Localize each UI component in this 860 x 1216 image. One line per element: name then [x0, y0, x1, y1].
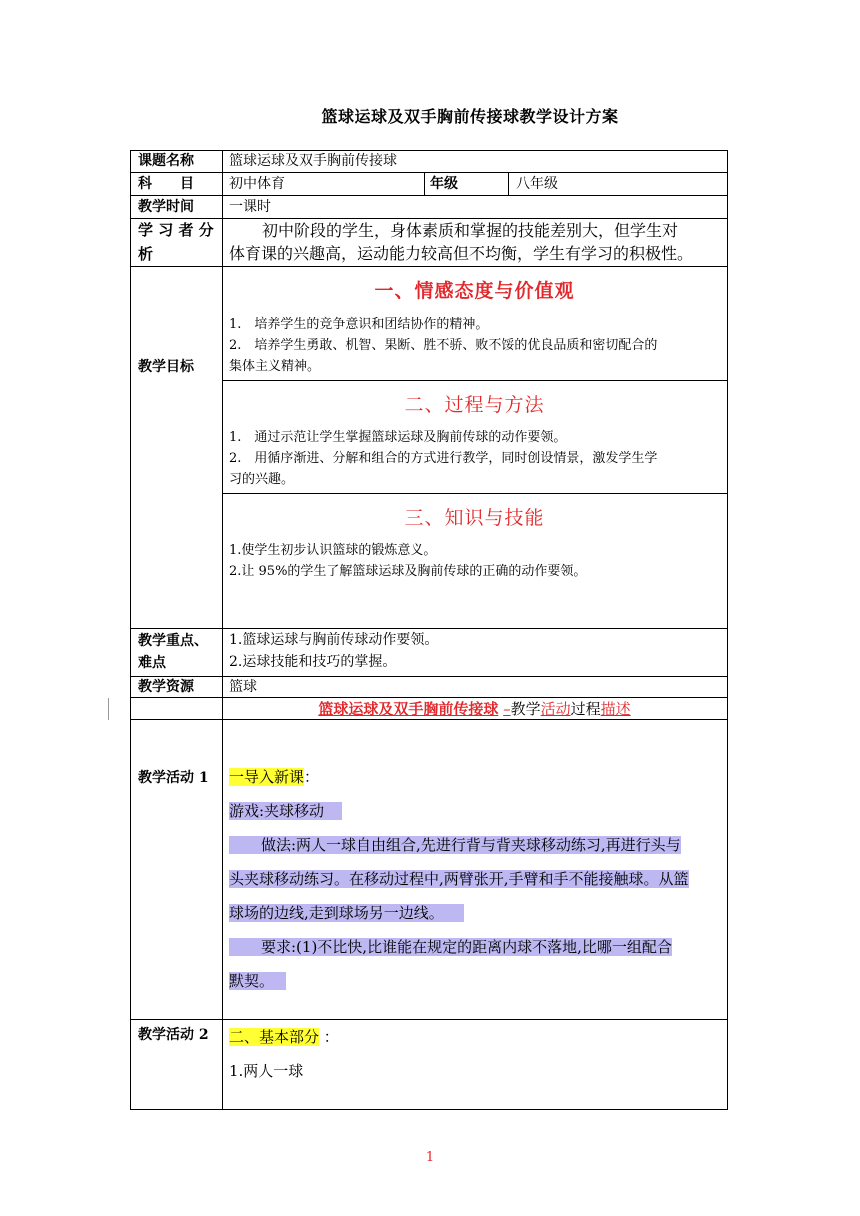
activity2-heading-suffix: ： [323, 1028, 339, 1046]
topic-value: 篮球运球及双手胸前传接球 [229, 153, 397, 169]
resources-label: 教学资源 [138, 679, 194, 695]
learner-label-line2: 析 [138, 245, 154, 263]
learner-text-line2: 体育课的兴趣高，运动能力较高但不均衡，学生有学习的积极性。 [229, 244, 694, 263]
objective-item: 2.让 95%的学生了解篮球运球及胸前传球的正确的动作要领。 [229, 564, 587, 579]
key-point-item: 2.运球技能和技巧的掌握。 [229, 654, 397, 670]
grade-label: 年级 [430, 176, 458, 192]
learner-label-line1: 学 习 者 分 [138, 221, 214, 239]
banner-dash: – [503, 700, 511, 718]
key-points-label-line2: 难点 [138, 655, 166, 671]
banner-text: 教学 [510, 700, 541, 718]
activity1-line: 游戏:夹球移动 [229, 794, 342, 828]
objective-heading-affective: 一、情感态度与价值观 [374, 280, 575, 302]
objective-item: 1.使学生初步认识篮球的锻炼意义。 [229, 543, 437, 558]
activity1-line: 要求:(1)不比快,比谁能在规定的距离内球不落地,比哪一组配合 [229, 930, 672, 964]
banner-text: 过程 [570, 700, 601, 718]
objective-heading-process: 二、过程与方法 [404, 394, 545, 416]
row-divider [130, 195, 728, 196]
grade-value: 八年级 [516, 176, 558, 192]
learner-text-line1: 初中阶段的学生，身体素质和掌握的技能差别大，但学生对 [262, 221, 679, 240]
row-divider [130, 676, 728, 677]
page-number: 1 [425, 1150, 435, 1165]
banner-text: 描述 [600, 700, 631, 718]
activity2-label: 教学活动 2 [138, 1027, 209, 1043]
activity2-heading-text: 二、基本部分 [229, 1028, 320, 1046]
row-divider [130, 172, 728, 173]
activity1-heading [229, 760, 319, 794]
activity2-heading [229, 1020, 339, 1054]
activity2-line: 1.两人一球 [229, 1062, 304, 1080]
activity1-line: 头夹球移动练习。在移动过程中,两臂张开,手臂和手不能接触球。从篮 [229, 870, 689, 888]
banner-title: 篮球运球及双手胸前传接球 [318, 700, 499, 718]
objective-item: 集体主义精神。 [229, 359, 321, 374]
activity1-label: 教学活动 1 [138, 770, 209, 786]
objective-heading-knowledge: 三、知识与技能 [404, 507, 545, 529]
activity1-line: 默契。 [229, 964, 286, 998]
objective-item: 习的兴趣。 [229, 472, 295, 487]
activity1-line: 做法:两人一球自由组合,先进行背与背夹球移动练习,再进行头与 [229, 828, 681, 862]
revision-marker [108, 698, 109, 720]
subject-label: 科 目 [138, 176, 194, 192]
column-divider [508, 172, 509, 195]
key-points-label-line1: 教学重点、 [138, 633, 208, 649]
section-divider [222, 493, 728, 494]
row-divider [130, 628, 728, 629]
objective-item: 2. 用循序渐进、分解和组合的方式进行教学，同时创设情景，激发学生学 [229, 451, 658, 466]
objective-item: 1. 通过示范让学生掌握篮球运球及胸前传球的动作要领。 [229, 430, 567, 445]
activity1-heading-text: 一导入新课 [229, 768, 305, 786]
resources-value: 篮球 [229, 679, 257, 695]
section-divider [222, 380, 728, 381]
row-divider [130, 719, 728, 720]
time-label: 教学时间 [138, 199, 194, 215]
topic-label: 课题名称 [138, 153, 194, 169]
key-point-item: 1.篮球运球与胸前传球动作要领。 [229, 632, 439, 648]
objectives-label: 教学目标 [138, 359, 194, 375]
row-divider [130, 1019, 728, 1020]
activity-banner [222, 698, 727, 719]
activity1-heading-suffix: ： [304, 768, 320, 786]
activity1-line: 球场的边线,走到球场另一边线。 [229, 896, 464, 930]
column-divider [424, 172, 425, 195]
banner-text: 活动 [540, 700, 571, 718]
objective-item: 2. 培养学生勇敢、机智、果断、胜不骄、败不馁的优良品质和密切配合的 [229, 338, 658, 353]
time-value: 一课时 [229, 199, 271, 215]
objective-item: 1. 培养学生的竞争意识和团结协作的精神。 [229, 317, 489, 332]
subject-value: 初中体育 [229, 176, 285, 192]
document-title: 篮球运球及双手胸前传接球教学设计方案 [321, 107, 619, 126]
